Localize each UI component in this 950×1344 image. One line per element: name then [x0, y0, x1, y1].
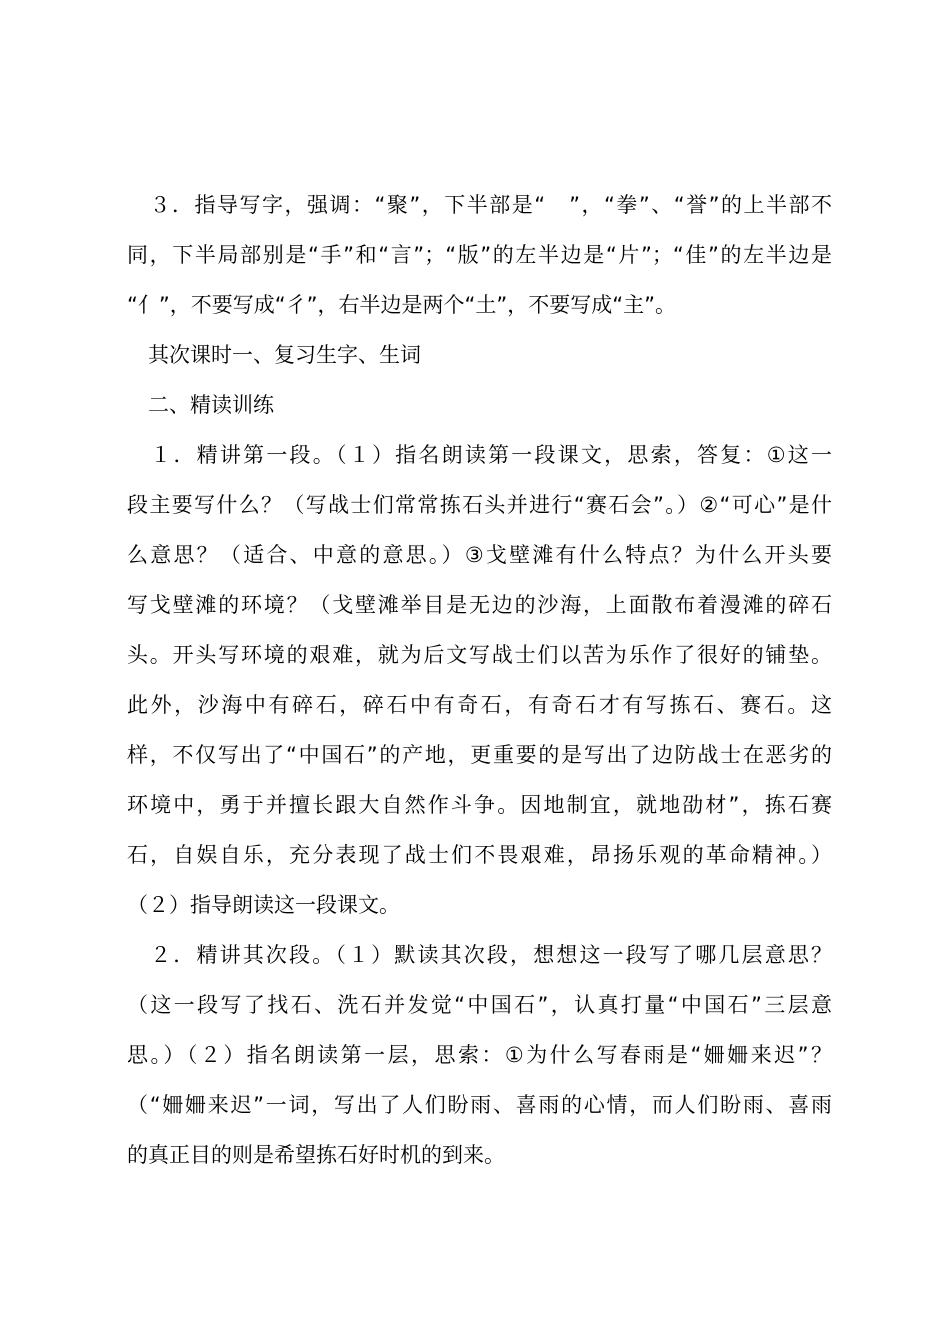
text-line: 二、精读训练 — [127, 393, 274, 417]
text-line: 样，不仅写出了“中国石”的产地，更重要的是写出了边防战士在恶劣的 — [127, 743, 832, 767]
text-line: 的真正目的则是希望拣石好时机的到来。 — [127, 1143, 505, 1167]
text-line: 石，自娱自乐，充分表现了战士们不畏艰难，昂扬乐观的革命精神。） — [127, 843, 832, 867]
text-line: （这一段写了找石、洗石并发觉“中国石”，认真打量“中国石”三层意 — [127, 993, 832, 1017]
text-line: 头。开头写环境的艰难，就为后文写战士们以苦为乐作了很好的铺垫。 — [127, 643, 832, 667]
text-line: 此外，沙海中有碎石，碎石中有奇石，有奇石才有写拣石、赛石。这 — [127, 693, 832, 717]
text-line: 环境中，勇于并擅长跟大自然作斗争。因地制宜，就地劭材”，拣石赛 — [127, 793, 832, 817]
text-line: （“姍姍来迟”一词，写出了人们盼雨、喜雨的心情，而人们盼雨、喜雨 — [127, 1093, 832, 1117]
text-line: 其次课时一、复习生字、生词 — [127, 343, 421, 367]
text-line: 思。）（２）指名朗读第一层，思索：①为什么写春雨是“姍姍来迟”？ — [127, 1043, 832, 1067]
text-line: １．精讲第一段。（１）指名朗读第一段课文，思索，答复：①这一 — [127, 443, 832, 467]
text-line: 么意思？（适合、中意的意思。）③戈壁滩有什么特点？为什么开头要 — [127, 543, 832, 567]
text-line: 写戈壁滩的环境？（戈壁滩举目是无边的沙海，上面散布着漫滩的碎石 — [127, 593, 832, 617]
text-line: 段主要写什么？（写战士们常常拣石头并进行“赛石会”。）②“可心”是什 — [127, 493, 832, 517]
text-line: （２）指导朗读这一段课文。 — [127, 893, 400, 917]
body-text — [127, 180, 832, 1180]
text-line: ２．精讲其次段。（１）默读其次段，想想这一段写了哪几层意思？ — [127, 943, 832, 967]
text-line: “亻”，不要写成“彳”，右半边是两个“土”，不要写成“主”。 — [127, 293, 677, 317]
text-line: ３．指导写字，强调：“聚”，下半部是“ ”，“拳”、“誉”的上半部不 — [127, 193, 832, 217]
text-line: 同，下半局部别是“手”和“言”；“版”的左半边是“片”；“佳”的左半边是 — [127, 243, 832, 267]
